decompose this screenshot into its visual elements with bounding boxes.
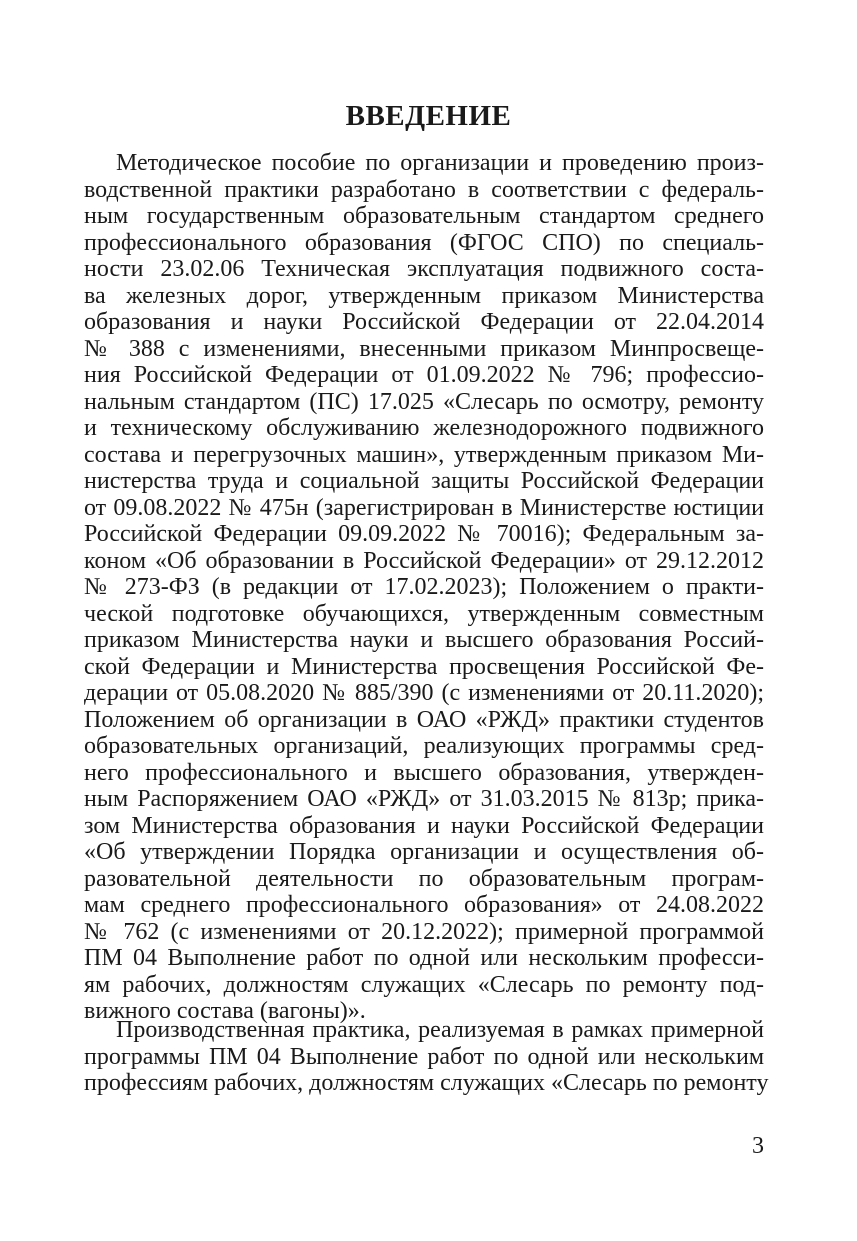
text-line: ской Федерации и Министерства просвещения Российской Фе-: [84, 653, 764, 680]
text-line: разовательной деятельности по образовательным програм-: [84, 865, 764, 892]
paragraph-1: [84, 150, 764, 1025]
text-line: № 388 с изменениями, внесенными приказом Минпросвеще-: [84, 335, 764, 362]
text-line: № 762 (с изменениями от 20.12.2022); примерной программой: [84, 918, 764, 945]
text-line: ности 23.02.06 Техническая эксплуатация подвижного соста-: [84, 256, 764, 282]
text-line: коном «Об образовании в Российской Федерации» от 29.12.2012: [84, 547, 764, 574]
text-line: образовательных организаций, реализующих программы сред-: [84, 733, 764, 759]
text-line: «Об утверждении Порядка организации и осуществления об-: [84, 839, 764, 865]
text-line: дерации от 05.08.2020 № 885/390 (с изменениями от 20.11.2020);: [84, 680, 764, 706]
text-line: ным государственным образовательным стандартом среднего: [84, 203, 764, 229]
page-number: 3: [752, 1133, 764, 1159]
text-line: нистерства труда и социальной защиты Российской Федерации: [84, 468, 764, 494]
text-line: ния Российской Федерации от 01.09.2022 № 796; профессио-: [84, 362, 764, 388]
text-line: Положением об организации в ОАО «РЖД» практики студентов: [84, 706, 764, 733]
text-line: мам среднего профессионального образования» от 24.08.2022: [84, 892, 764, 918]
text-line: состава и перегрузочных машин», утвержденным приказом Ми-: [84, 441, 764, 468]
text-line: Производственная практика, реализуемая в рамках примерной: [116, 1017, 764, 1043]
text-line: от 09.08.2022 № 475н (зарегистрирован в Министерстве юстиции: [84, 494, 764, 521]
text-line: № 273-ФЗ (в редакции от 17.02.2023); Положением о практи-: [84, 574, 764, 600]
text-line: образования и науки Российской Федерации от 22.04.2014: [84, 309, 764, 335]
text-line: ПМ 04 Выполнение работ по одной или нескольким професси-: [84, 945, 764, 971]
text-line: ям рабочих, должностям служащих «Слесарь по ремонту под-: [84, 971, 764, 998]
text-line: Методическое пособие по организации и проведению произ-: [116, 150, 764, 176]
text-line: ным Распоряжением ОАО «РЖД» от 31.03.2015 № 813р; прика-: [84, 786, 764, 812]
text-line: нальным стандартом (ПС) 17.025 «Слесарь по осмотру, ремонту: [84, 388, 764, 415]
text-line: зом Министерства образования и науки Российской Федерации: [84, 812, 764, 839]
text-line: приказом Министерства науки и высшего образования Россий-: [84, 627, 764, 653]
text-line: программы ПМ 04 Выполнение работ по одной или нескольким: [84, 1043, 764, 1070]
text-line: Российской Федерации 09.09.2022 № 70016); Федеральным за-: [84, 521, 764, 547]
text-line: профессиям рабочих, должностям служащих «Слесарь по ремонту: [84, 1070, 769, 1096]
text-line: ческой подготовке обучающихся, утвержденным совместным: [84, 600, 764, 627]
text-line: вижного состава (вагоны)».: [84, 998, 366, 1024]
text-line: водственной практики разработано в соответствии с федераль-: [84, 176, 764, 203]
page-title: ВВЕДЕНИЕ: [345, 100, 512, 132]
text-line: профессионального образования (ФГОС СПО) по специаль-: [84, 229, 764, 256]
text-line: него профессионального и высшего образования, утвержден-: [84, 759, 764, 786]
text-line: и техническому обслуживанию железнодорожного подвижного: [84, 415, 764, 441]
paragraph-2: [84, 1017, 769, 1097]
text-line: ва железных дорог, утвержденным приказом Министерства: [84, 282, 764, 309]
